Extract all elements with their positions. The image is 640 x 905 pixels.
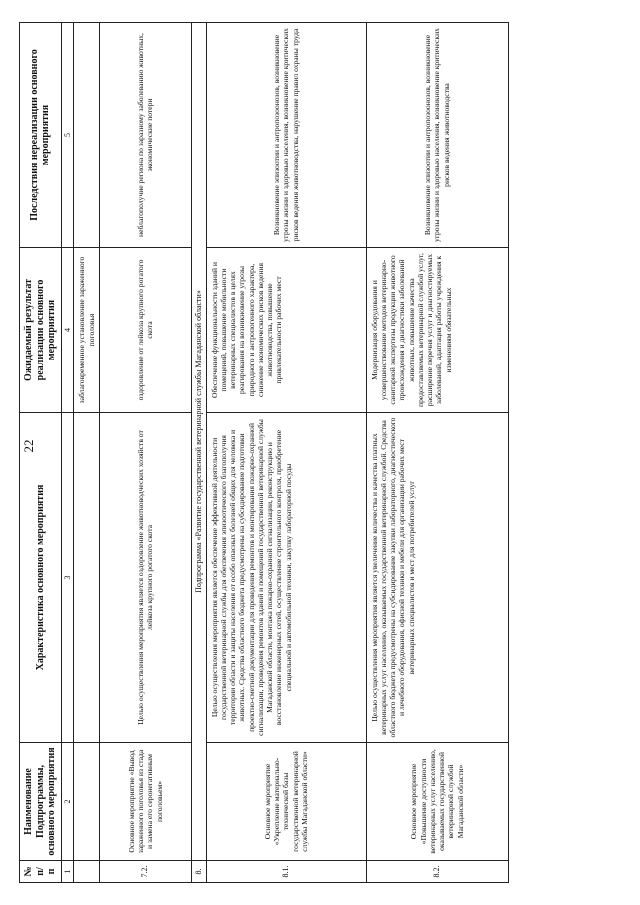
row-number: 7.2. <box>99 861 191 883</box>
header-result: Ожидаемый результат реализации основного мероприятия <box>20 248 62 413</box>
measure-result: оздоровление от лейкоза крупного рогатого скота <box>99 248 191 413</box>
column-number-row <box>61 23 74 883</box>
row-number: 8.1. <box>206 861 366 883</box>
header-characteristic: Характеристика основного мероприятия <box>20 413 62 743</box>
table-row-7-2 <box>99 23 191 883</box>
column-number: 2 <box>61 743 74 861</box>
rotated-page <box>19 23 519 883</box>
section-number: 8. <box>191 861 206 883</box>
section-row-8 <box>191 23 206 883</box>
measure-characteristic: Целью осуществления мероприятия является обеспечение эффективной деятельности государственной ветеринарной службы для обеспечения эпизоотического благополучия территории области и защиты населения от особо опасных болезней общих для человека и животных. Средства областного бюджета предусмотрены на субсидирование подготовки проектно-сметной документации для проведения ремонтов и монтирования пожарно-охранной сигнализации, проведения ремонтов зданий и помещений государственной ветеринарной службы Магаданской области, монтажа пожарно-охранной сигнализации, реконструкцию и восстановление инженерных сетей, осуществление строительного контроля, приобретение специальной и автомобильной техники, закупку лабораторной посуды <box>206 413 366 743</box>
measure-name: Основное мероприятие «Вывод зараженного поголовья из стада и замена его серонегативным поголовьем» <box>99 743 191 861</box>
table-row-8-2 <box>366 23 508 883</box>
measures-table <box>19 22 509 883</box>
measure-consequence: Возникновение эпизоотии и антропозоонозов, возникновение угрозы жизни и здоровью населения, возникновение критических рисков ведения животноводства <box>366 23 508 248</box>
measure-result: Обеспечение функциональности зданий и помещений, повышение мобильности ветеринарных специалистов в целях реагирования на возникновение угрозы природного и антропогенного характера, снижение экономических рисков ведения животноводства, повышение привлекательности рабочих мест <box>206 248 366 413</box>
table-row-8-1 <box>206 23 366 883</box>
column-number: 3 <box>61 413 74 743</box>
header-num: № п/п <box>20 861 62 883</box>
measure-name: Основное мероприятие «Повышение доступности ветеринарных услуг населению, оказываемых государственной ветеринарной службой Магаданской области» <box>366 743 508 861</box>
header-name: Наименование Подпрограммы, основного мероприятия <box>20 743 62 861</box>
measure-consequence: неблагополучие региона по заразному заболеванию животных, экономические потери <box>99 23 191 248</box>
measure-name: Основное мероприятие «Укрепление материально-технической базы государственной ветеринарной службы Магаданской области» <box>206 743 366 861</box>
column-number: 5 <box>61 23 74 248</box>
column-number: 4 <box>61 248 74 413</box>
section-title: Подпрограмма «Развитие государственной ветеринарной службы Магаданской области» <box>191 23 206 861</box>
row-number: 8.2. <box>366 861 508 883</box>
page-number: 22 <box>21 439 36 453</box>
measure-result: Модернизация оборудования и усовершенствование методов ветеринарно-санитарной экспертизы продукции животного происхождения и диагностики заболеваний животных, повышение качества предоставляемых ветеринарной службой услуг, расширение перечня услуг и диагностируемых заболеваний, адаптация работы учреждения к изменениям обязательных <box>366 248 508 413</box>
header-row <box>20 23 62 883</box>
measure-characteristic: Целью осуществления мероприятия является увеличение количества и качества платных ветеринарных услуг населению, оказываемых государственной ветеринарной службой. Средства областного бюджета предусмотрены на субсидирование закупки лабораторного, диагностического и лечебного оборудования, офисной техники и мебели для организации рабочих мест ветеринарных специалистов и мест для потребителей услуг <box>366 413 508 743</box>
measure-characteristic: Целью осуществления мероприятия является оздоровление животноводческих хозяйств от лейкоза крупного рогатого скота <box>99 413 191 743</box>
measure-consequence: Возникновение эпизоотии и антропозоонозов, возникновение угрозы жизни и здоровью населения, возникновение критических рисков ведения животноводства, нарушение правил охраны труда <box>206 23 366 248</box>
continued-result: заблаговременное установление зараженного поголовья <box>74 248 100 413</box>
table-row-continuation <box>74 23 100 883</box>
column-number: 1 <box>61 861 74 883</box>
header-consequence: Последствия нереализации основного мероприятия <box>20 23 62 248</box>
